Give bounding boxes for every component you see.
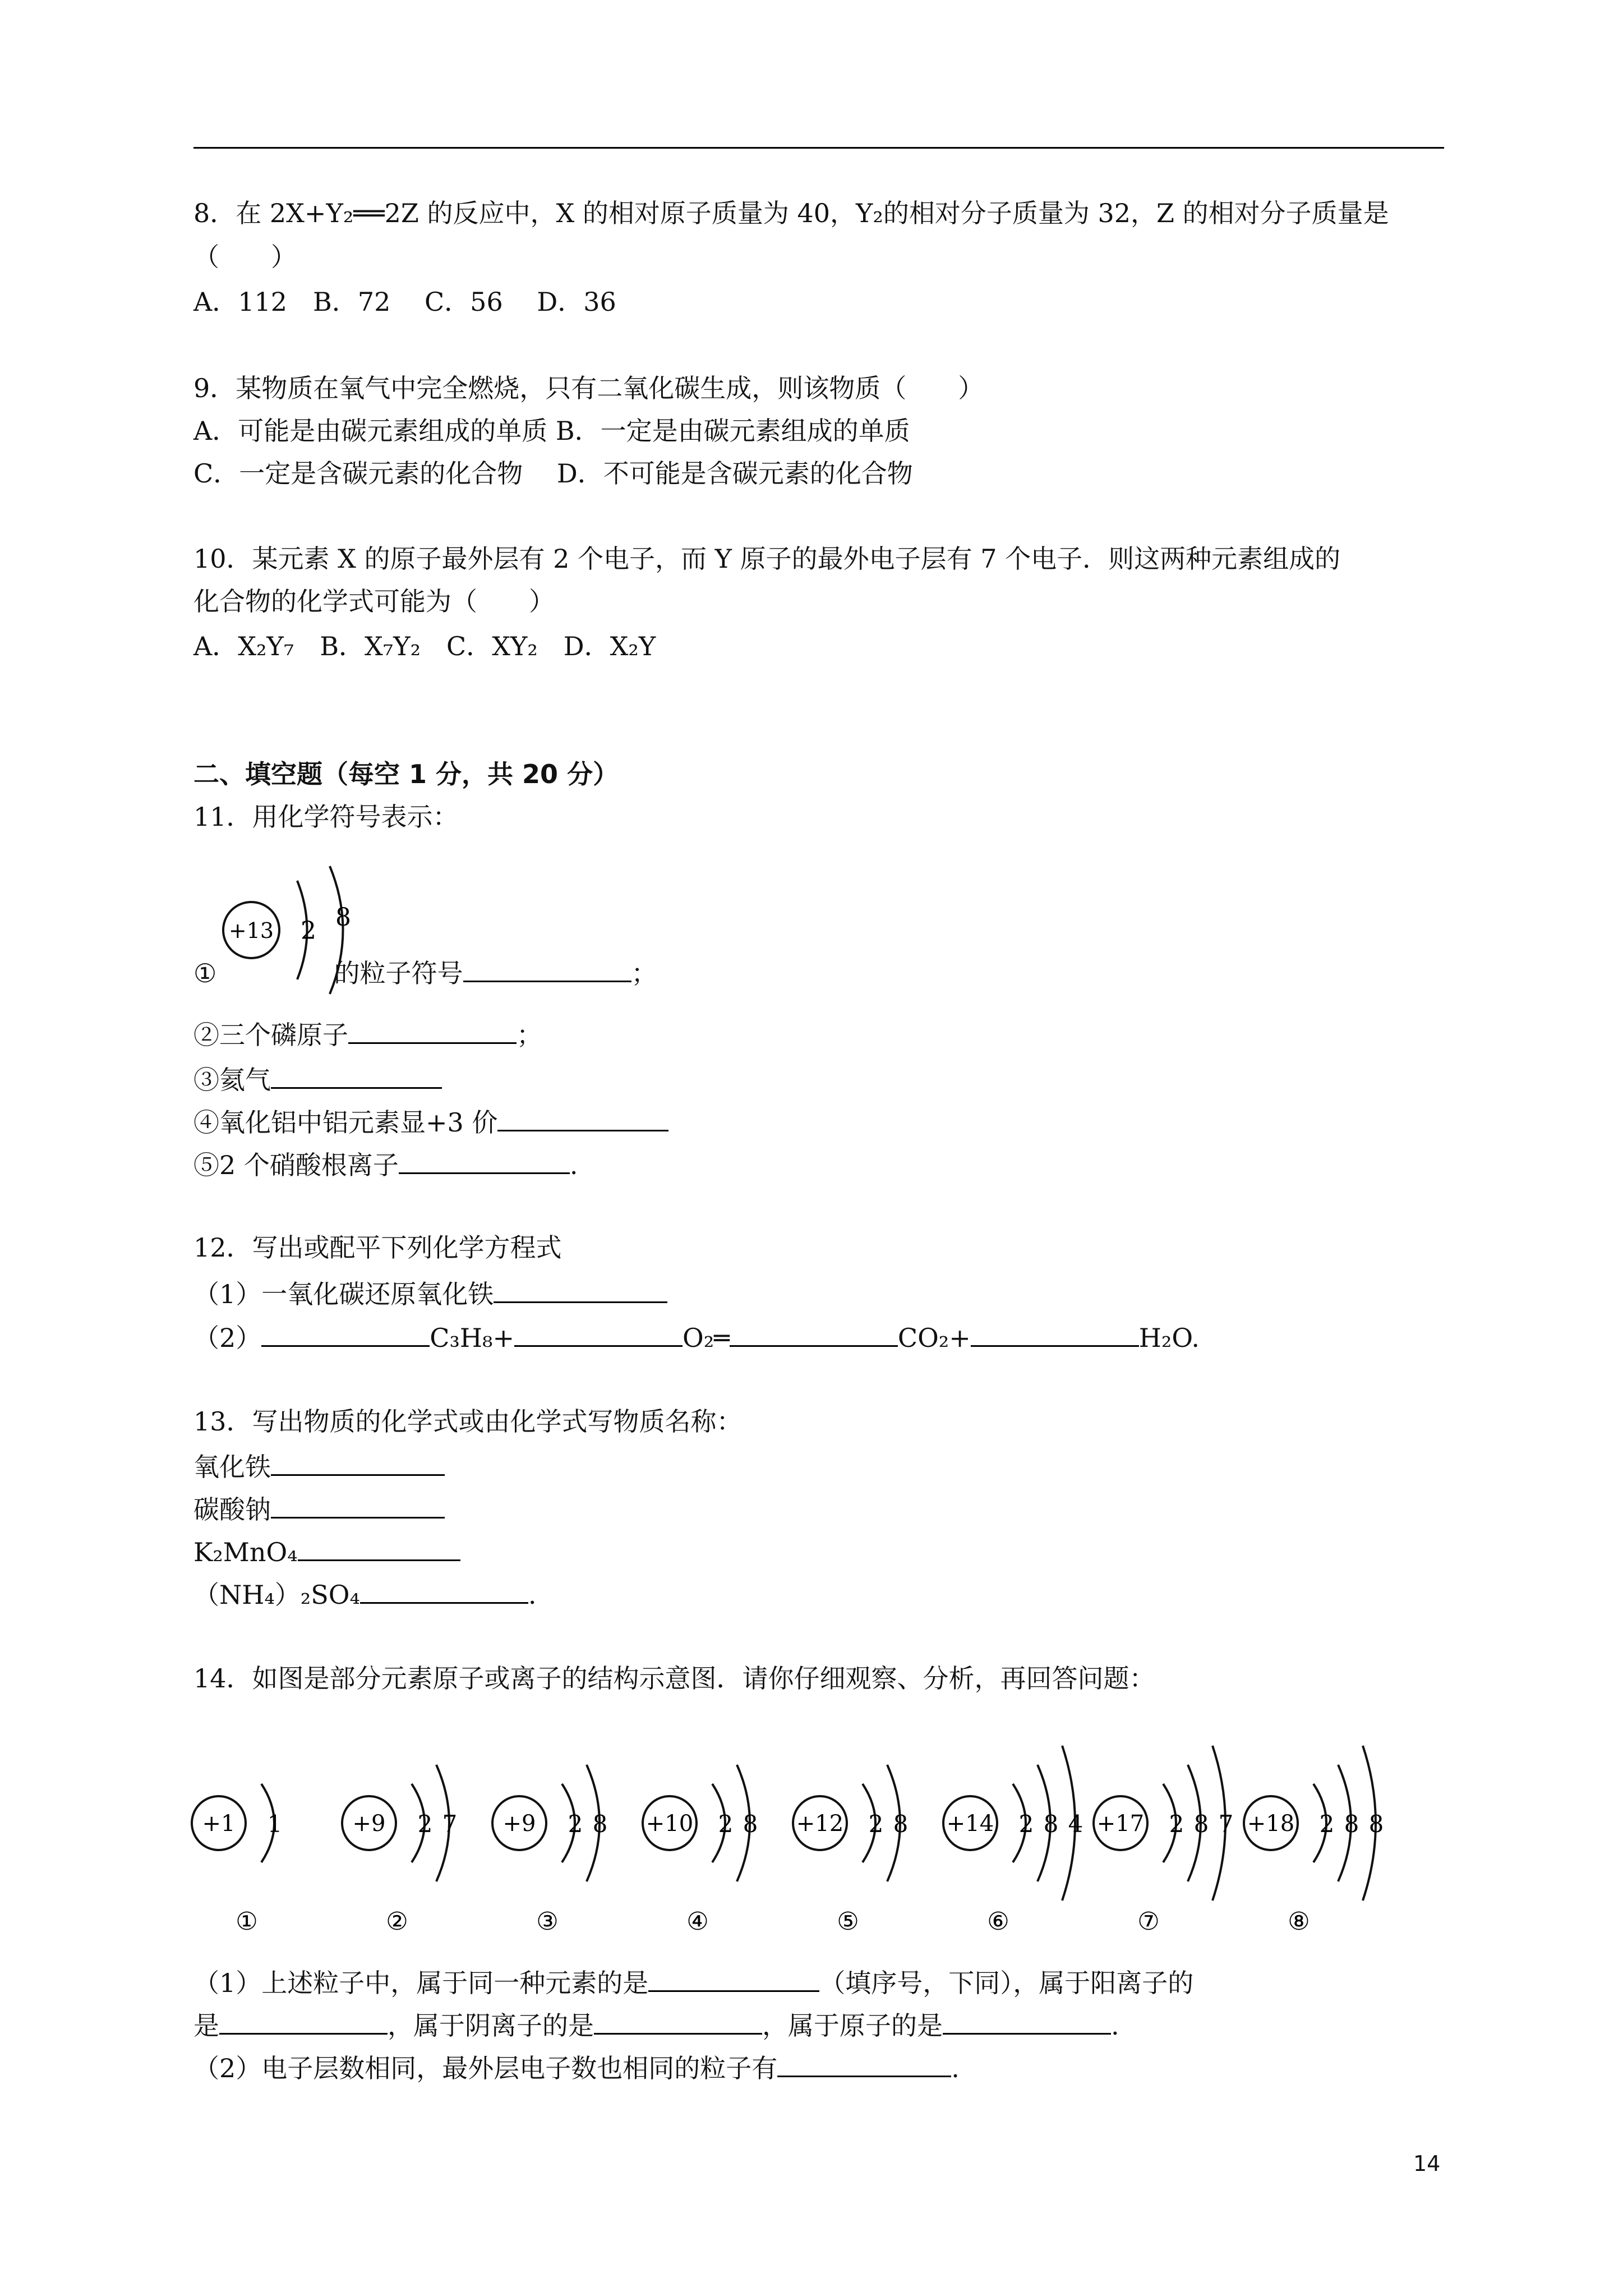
particle-1-label: ① bbox=[236, 1907, 258, 1936]
q14-p1-e: ，属于原子的是 bbox=[762, 2010, 943, 2041]
q14-part2-blank[interactable] bbox=[777, 2049, 951, 2077]
q13-item2-text: 碳酸钠 bbox=[193, 1494, 271, 1525]
q12-coef1-blank[interactable] bbox=[261, 1318, 430, 1347]
q13-item3 bbox=[193, 1533, 460, 1569]
particle-5-charge: +12 bbox=[796, 1811, 844, 1837]
q9-options-cd: C．一定是含碳元素的化合物 D．不可能是含碳元素的化合物 bbox=[193, 458, 913, 489]
particle-7-charge: +17 bbox=[1096, 1811, 1145, 1837]
q11-item2-text: ②三个磷原子 bbox=[193, 1020, 348, 1050]
header-rule bbox=[193, 147, 1444, 149]
particle-2-charge: +9 bbox=[352, 1811, 386, 1837]
particle-2-shell-count-2: 7 bbox=[442, 1810, 458, 1838]
q11-item5-end: . bbox=[569, 1150, 578, 1180]
q11-item5 bbox=[193, 1145, 578, 1182]
particle-6-label: ⑥ bbox=[987, 1907, 1009, 1936]
q11-item1-blank[interactable] bbox=[463, 954, 631, 982]
q12-sub1-text: （1）一氧化碳还原氧化铁 bbox=[193, 1279, 494, 1309]
q14-stem: 14．如图是部分元素原子或离子的结构示意图．请你仔细观察、分析，再回答问题： bbox=[193, 1663, 1155, 1694]
q13-item1-blank[interactable] bbox=[271, 1447, 445, 1476]
q9-options-ab: A．可能是由碳元素组成的单质 B．一定是由碳元素组成的单质 bbox=[193, 416, 910, 446]
q14-part1-line1 bbox=[193, 1963, 1193, 2000]
q14-p1-f: . bbox=[1111, 2010, 1119, 2041]
particle-1-charge: +1 bbox=[202, 1811, 236, 1837]
q12-o2: O₂═ bbox=[683, 1323, 730, 1353]
q14-part2 bbox=[193, 2049, 960, 2085]
q12-co2: CO₂+ bbox=[897, 1323, 971, 1353]
particle-3-label: ③ bbox=[536, 1907, 559, 1936]
particle-6-charge: +14 bbox=[946, 1811, 994, 1837]
particle-7-label: ⑦ bbox=[1137, 1907, 1160, 1936]
q13-item2-blank[interactable] bbox=[271, 1490, 445, 1519]
particle-5-label: ⑤ bbox=[837, 1907, 859, 1936]
particle-8-shell-count-3: 8 bbox=[1368, 1810, 1384, 1838]
section-title: 二、填空题（每空 1 分，共 20 分） bbox=[193, 759, 619, 789]
particle-8-shell-count-2: 8 bbox=[1344, 1810, 1359, 1838]
q13-item4 bbox=[193, 1575, 537, 1612]
q14-p2-end: . bbox=[951, 2053, 960, 2083]
q14-same-element-blank[interactable] bbox=[648, 1963, 819, 1992]
q11-item4-blank[interactable] bbox=[497, 1103, 668, 1131]
q11-item5-text: ⑤2 个硝酸根离子 bbox=[193, 1150, 399, 1180]
q13-item3-text: K₂MnO₄ bbox=[193, 1537, 298, 1567]
particle-8-charge: +18 bbox=[1247, 1811, 1295, 1837]
particle-4-label: ④ bbox=[686, 1907, 709, 1936]
particle-5-shell-count-2: 8 bbox=[893, 1810, 909, 1838]
q13-item3-blank[interactable] bbox=[298, 1533, 460, 1561]
q13-item4-blank[interactable] bbox=[360, 1575, 528, 1604]
q11-nucleus-label: +13 bbox=[228, 918, 274, 943]
q14-p1-a: （1）上述粒子中，属于同一种元素的是 bbox=[193, 1968, 649, 1998]
q11-item4-text: ④氧化铝中铝元素显+3 价 bbox=[193, 1107, 498, 1138]
q14-p2-text: （2）电子层数相同，最外层电子数也相同的粒子有 bbox=[193, 2053, 778, 2083]
q13-item4-text: （NH₄）₂SO₄ bbox=[193, 1580, 360, 1610]
q13-item1-text: 氧化铁 bbox=[193, 1452, 271, 1482]
q11-stem: 11．用化学符号表示： bbox=[193, 802, 459, 832]
page-number: 14 bbox=[1413, 2151, 1441, 2176]
q12-c3h8: C₃H₈+ bbox=[430, 1323, 515, 1353]
particle-6-shell-count-1: 2 bbox=[1018, 1810, 1034, 1838]
q11-item2-blank[interactable] bbox=[348, 1015, 517, 1044]
q12-h2o: H₂O. bbox=[1138, 1323, 1200, 1353]
q11-shell-count-2: 8 bbox=[335, 903, 351, 932]
particle-7-shell-count-3: 7 bbox=[1218, 1810, 1234, 1838]
particle-2-shell-count-1: 2 bbox=[417, 1810, 433, 1838]
q11-shell-count-1: 2 bbox=[301, 917, 316, 945]
q14-p1-b: （填序号，下同），属于阳离子的 bbox=[819, 1968, 1194, 1998]
particle-1-shell-count-1: 1 bbox=[267, 1810, 283, 1838]
q13-stem: 13．写出物质的化学式或由化学式写物质名称： bbox=[193, 1406, 743, 1437]
particle-7-shell-count-1: 2 bbox=[1169, 1810, 1184, 1838]
q13-item1 bbox=[193, 1447, 445, 1484]
particle-4-shell-count-2: 8 bbox=[743, 1810, 758, 1838]
q11-item1-end: ； bbox=[631, 958, 657, 988]
q11-item1 bbox=[193, 954, 657, 990]
q11-item3-text: ③氦气 bbox=[193, 1065, 271, 1095]
q12-sub1-blank[interactable] bbox=[494, 1274, 667, 1303]
particle-4-shell-count-1: 2 bbox=[718, 1810, 734, 1838]
q12-sub2 bbox=[193, 1318, 1200, 1355]
q13-item2 bbox=[193, 1490, 445, 1526]
particle-3-charge: +9 bbox=[502, 1811, 536, 1837]
q10-options: A．X₂Y₇ B．X₇Y₂ C．XY₂ D．X₂Y bbox=[193, 631, 656, 661]
q8-line1: 8．在 2X+Y₂══2Z 的反应中，X 的相对原子质量为 40，Y₂的相对分子质量为 32，Z 的相对分子质量是 bbox=[193, 198, 1389, 228]
particle-3-shell-count-1: 2 bbox=[568, 1810, 583, 1838]
q12-sub2-prefix: （2） bbox=[193, 1323, 262, 1353]
q14-atom-blank[interactable] bbox=[943, 2006, 1111, 2035]
particle-8-label: ⑧ bbox=[1288, 1907, 1310, 1936]
q12-coef4-blank[interactable] bbox=[971, 1318, 1139, 1347]
q11-item3 bbox=[193, 1060, 442, 1097]
particle-5-shell-count-1: 2 bbox=[868, 1810, 884, 1838]
particle-2-label: ② bbox=[386, 1907, 408, 1936]
q11-item2 bbox=[193, 1015, 542, 1052]
q11-item2-end: ； bbox=[517, 1020, 542, 1050]
q12-stem: 12．写出或配平下列化学方程式 bbox=[193, 1232, 562, 1263]
q11-item1-prefix: ① bbox=[193, 958, 217, 988]
particle-6-shell-count-2: 8 bbox=[1043, 1810, 1059, 1838]
particle-7-shell-count-2: 8 bbox=[1193, 1810, 1209, 1838]
q14-cation-blank[interactable] bbox=[219, 2006, 388, 2035]
q11-item4 bbox=[193, 1103, 668, 1139]
q10-line2: 化合物的化学式可能为（ ） bbox=[193, 586, 555, 616]
q10-line1: 10．某元素 X 的原子最外层有 2 个电子，而 Y 原子的最外电子层有 7 个电子．则这两种元素组成的 bbox=[193, 544, 1341, 574]
q12-coef2-blank[interactable] bbox=[514, 1318, 683, 1347]
q14-anion-blank[interactable] bbox=[594, 2006, 762, 2035]
q14-p1-d: ，属于阴离子的是 bbox=[388, 2010, 594, 2041]
q14-p1-c: 是 bbox=[193, 2010, 219, 2041]
q11-item1-text: 的粒子符号 bbox=[334, 958, 463, 988]
particle-3-shell-count-2: 8 bbox=[592, 1810, 608, 1838]
q14-part1-line2 bbox=[193, 2006, 1119, 2042]
q11-item5-blank[interactable] bbox=[399, 1145, 570, 1174]
q9-stem: 9．某物质在氧气中完全燃烧，只有二氧化碳生成，则该物质（ ） bbox=[193, 373, 984, 403]
q12-sub1 bbox=[193, 1274, 667, 1311]
q13-item4-end: . bbox=[528, 1580, 537, 1610]
particle-8-shell-count-1: 2 bbox=[1319, 1810, 1335, 1838]
q11-item3-blank[interactable] bbox=[271, 1060, 442, 1089]
q12-coef3-blank[interactable] bbox=[730, 1318, 898, 1347]
q8-line2: （ ） bbox=[193, 242, 297, 272]
particle-4-charge: +10 bbox=[645, 1811, 694, 1837]
q8-options: A．112 B．72 C．56 D．36 bbox=[193, 287, 616, 317]
particle-6-shell-count-3: 4 bbox=[1068, 1810, 1083, 1838]
q14-particle-diagrams bbox=[185, 1705, 1384, 1952]
